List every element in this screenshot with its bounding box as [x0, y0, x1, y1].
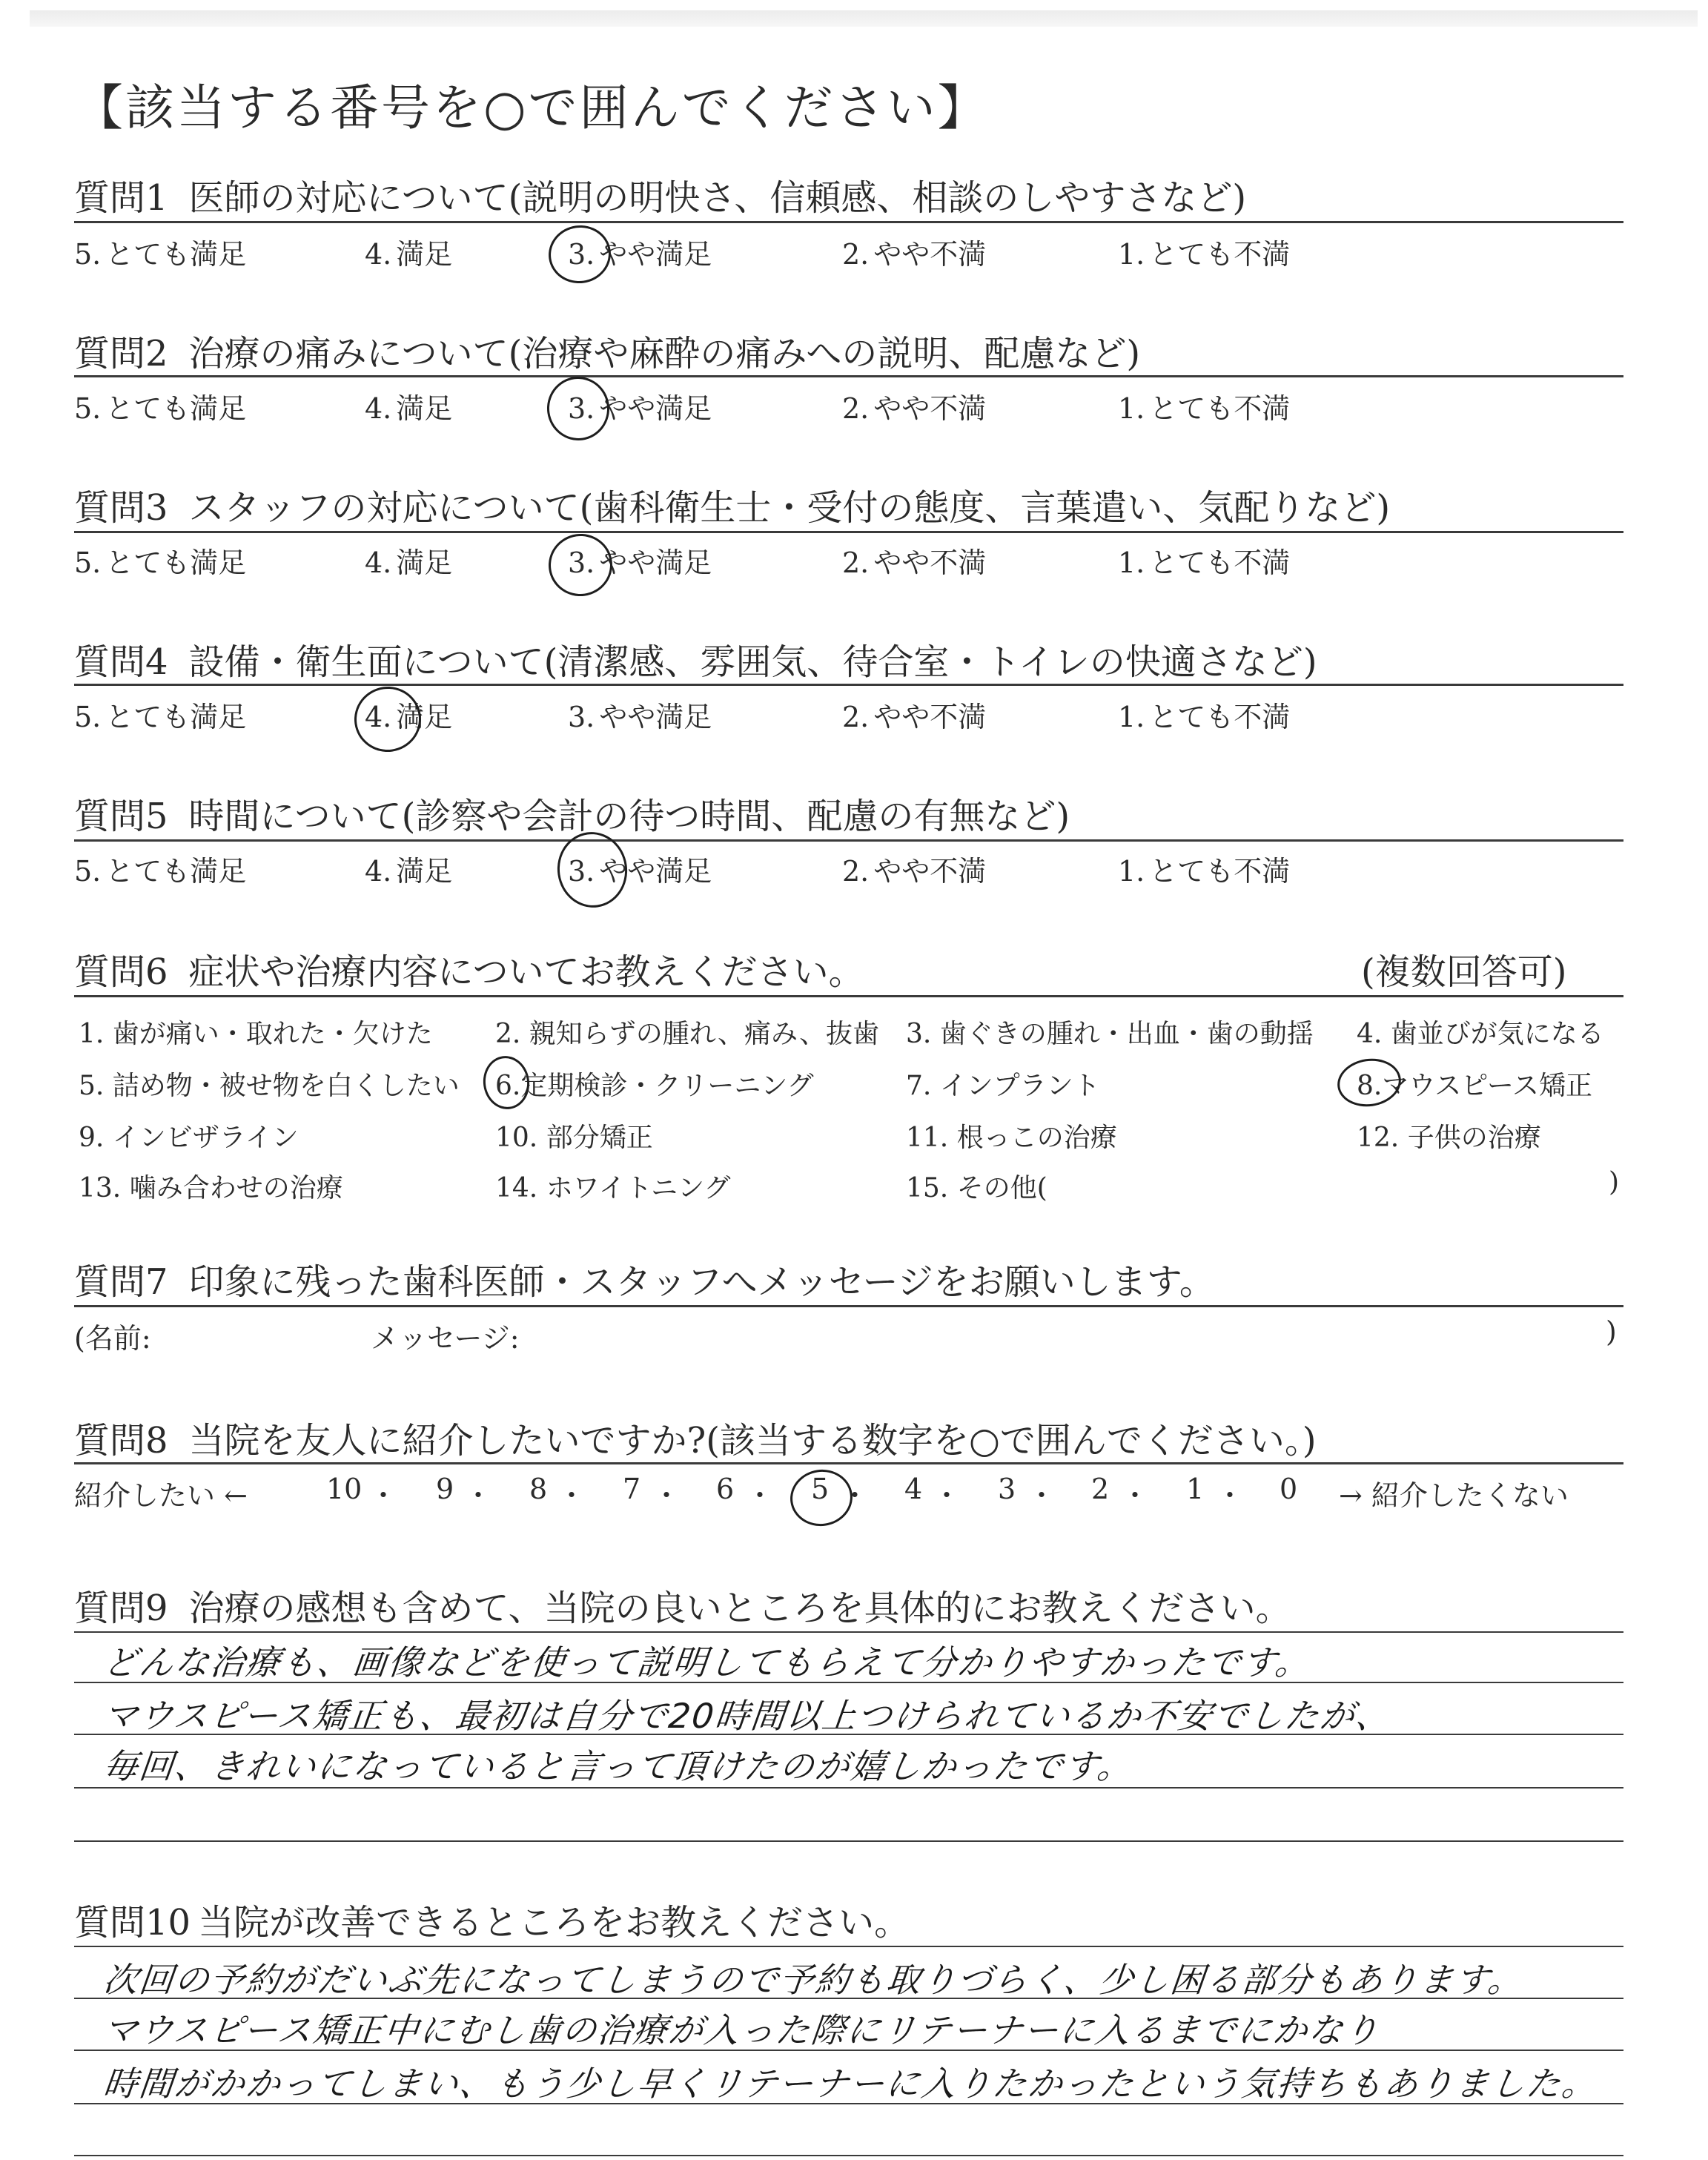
q4-option-1[interactable]: 1. とても不満: [1118, 701, 1291, 733]
question-text: 当院が改善できるところをお教えください。: [198, 1902, 910, 1943]
nps-dot: ・: [933, 1479, 961, 1512]
q4-option-4[interactable]: 4. 満足: [365, 701, 453, 733]
question-number: 質問7: [74, 1261, 168, 1303]
q6-option-6-circle: [480, 1053, 532, 1112]
question-8-rule: [74, 1462, 1623, 1464]
nps-3[interactable]: 3: [998, 1473, 1016, 1505]
q5-option-4[interactable]: 4. 満足: [365, 855, 453, 888]
q7-close: ): [1606, 1315, 1617, 1348]
q5-option-5[interactable]: 5. とても満足: [74, 855, 247, 888]
q1-option-4[interactable]: 4. 満足: [365, 238, 453, 271]
q9-answer-line: [74, 1631, 1623, 1633]
q6-option-9[interactable]: 9. インビザライン: [79, 1123, 299, 1153]
q6-other-close: ): [1609, 1167, 1620, 1198]
q6-option-7[interactable]: 7. インプラント: [906, 1071, 1100, 1101]
nps-dot: ・: [369, 1479, 398, 1512]
nps-9[interactable]: 9: [436, 1473, 454, 1505]
nps-10[interactable]: 10: [326, 1473, 363, 1505]
question-1-title: [74, 169, 1246, 220]
scan-top-edge: [30, 10, 1698, 27]
nps-6[interactable]: 6: [716, 1473, 735, 1505]
q6-option-15[interactable]: 15. その他(: [906, 1173, 1047, 1203]
q6-option-8[interactable]: 8.マウスピース矯正: [1357, 1071, 1593, 1101]
question-10-title: [74, 1894, 910, 1945]
nps-dot: ・: [1121, 1479, 1150, 1512]
nps-left-label: 紹介したい ←: [74, 1479, 248, 1512]
q6-option-5[interactable]: 5. 詰め物・被せ物を白くしたい: [79, 1071, 460, 1101]
question-text: 医師の対応について(説明の明快さ、信頼感、相談のしやすさなど): [188, 177, 1247, 219]
q10-answer-line: [74, 1946, 1623, 1947]
nps-4[interactable]: 4: [904, 1473, 923, 1505]
question-1-rule: [74, 221, 1623, 223]
question-6-title: [74, 943, 864, 994]
question-number: 質問6: [74, 951, 168, 993]
q6-option-2[interactable]: 2. 親知らずの腫れ、痛み、抜歯: [495, 1019, 880, 1049]
q9-handwritten-answer: マウスピース矯正も、最初は自分で20時間以上つけられているか不安でしたが、: [101, 1696, 1394, 1736]
q7-message-label: メッセージ:: [371, 1322, 520, 1355]
question-6-note: (複数回答可): [1361, 951, 1567, 993]
nps-dot: ・: [464, 1479, 493, 1512]
q10-handwritten-answer: 次回の予約がだいぶ先になってしまうので予約も取りづらく、少し困る部分もあります。: [101, 1960, 1526, 2000]
q7-name-label: (名前:: [74, 1322, 151, 1355]
q2-option-2[interactable]: 2. やや不満: [842, 392, 987, 425]
question-text: 治療の感想も含めて、当院の良いところを具体的にお教えください。: [188, 1588, 1291, 1629]
question-5-rule: [74, 839, 1623, 842]
question-text: 症状や治療内容についてお教えください。: [188, 951, 864, 993]
nps-dot: ・: [1027, 1479, 1056, 1512]
nps-dot: ・: [557, 1479, 586, 1512]
nps-7[interactable]: 7: [623, 1473, 641, 1505]
q9-handwritten-answer: 毎回、きれいになっていると言って頂けたのが嬉しかったです。: [101, 1746, 1135, 1786]
q1-option-2[interactable]: 2. やや不満: [842, 238, 987, 271]
q4-option-2[interactable]: 2. やや不満: [842, 701, 987, 733]
q5-option-3[interactable]: 3. やや満足: [568, 855, 712, 888]
question-7-title: [74, 1253, 1215, 1304]
nps-dot: ・: [652, 1479, 681, 1512]
question-5-title: [74, 787, 1070, 839]
question-7-rule: [74, 1305, 1623, 1307]
question-3-title: [74, 479, 1390, 530]
nps-right-label: → 紹介したくない: [1339, 1479, 1569, 1512]
question-4-rule: [74, 684, 1623, 686]
q9-handwritten-answer: どんな治療も、画像などを使って説明してもらえて分かりやすかったです。: [101, 1642, 1313, 1682]
q3-option-2[interactable]: 2. やや不満: [842, 546, 987, 579]
q6-option-6[interactable]: 6.定期検診・クリーニング: [495, 1071, 814, 1101]
question-number: 質問3: [74, 487, 168, 529]
nps-dot: ・: [1216, 1479, 1245, 1512]
question-6-rule: [74, 995, 1623, 997]
nps-dot: ・: [841, 1479, 870, 1512]
q3-option-1[interactable]: 1. とても不満: [1118, 546, 1291, 579]
q6-option-3[interactable]: 3. 歯ぐきの腫れ・出血・歯の動揺: [906, 1019, 1314, 1049]
q6-option-4[interactable]: 4. 歯並びが気になる: [1357, 1019, 1604, 1049]
q6-option-11[interactable]: 11. 根っこの治療: [906, 1123, 1117, 1153]
question-9-title: [74, 1579, 1291, 1631]
question-number: 質問4: [74, 641, 168, 683]
q10-handwritten-answer: マウスピース矯正中にむし歯の治療が入った際にリテーナーに入るまでにかなり: [101, 2010, 1383, 2050]
question-number: 質問5: [74, 796, 168, 837]
question-text: スタッフの対応について(歯科衛生士・受付の態度、言葉遣い、気配りなど): [188, 487, 1391, 529]
q2-option-4[interactable]: 4. 満足: [365, 392, 453, 425]
question-number: 質問10: [74, 1902, 191, 1943]
q2-option-1[interactable]: 1. とても不満: [1118, 392, 1291, 425]
question-8-title: [74, 1412, 1317, 1463]
question-number: 質問2: [74, 333, 168, 374]
question-text: 当院を友人に紹介したいですか?(該当する数字を○で囲んでください。): [188, 1420, 1317, 1462]
question-text: 時間について(診察や会計の待つ時間、配慮の有無など): [188, 796, 1070, 837]
nps-1[interactable]: 1: [1186, 1473, 1205, 1505]
q3-option-3[interactable]: 3. やや満足: [568, 546, 712, 579]
question-number: 質問1: [74, 177, 168, 219]
page-heading: 【該当する番号を○で囲んでください】: [74, 79, 989, 136]
q6-option-12[interactable]: 12. 子供の治療: [1357, 1123, 1541, 1153]
nps-5[interactable]: 5: [811, 1473, 830, 1505]
q6-option-10[interactable]: 10. 部分矯正: [495, 1123, 653, 1153]
q5-option-1[interactable]: 1. とても不満: [1118, 855, 1291, 888]
q6-option-14[interactable]: 14. ホワイトニング: [495, 1173, 731, 1203]
q10-answer-line: [74, 2155, 1623, 2156]
nps-dot: ・: [746, 1479, 775, 1512]
q6-option-13[interactable]: 13. 噛み合わせの治療: [79, 1173, 343, 1203]
question-3-rule: [74, 531, 1623, 533]
question-2-rule: [74, 375, 1623, 377]
q2-selected-circle: [543, 373, 613, 445]
q1-option-1[interactable]: 1. とても不満: [1118, 238, 1291, 271]
question-2-title: [74, 325, 1140, 376]
question-number: 質問8: [74, 1420, 168, 1462]
q3-option-4[interactable]: 4. 満足: [365, 546, 453, 579]
q1-option-5[interactable]: 5. とても満足: [74, 238, 247, 271]
q2-option-3[interactable]: 3. やや満足: [568, 392, 712, 425]
nps-8[interactable]: 8: [529, 1473, 548, 1505]
question-number: 質問9: [74, 1588, 168, 1629]
q9-answer-line: [74, 1840, 1623, 1842]
q6-option-1[interactable]: 1. 歯が痛い・取れた・欠けた: [79, 1019, 433, 1049]
q1-option-3[interactable]: 3. やや満足: [568, 238, 712, 271]
q2-option-5[interactable]: 5. とても満足: [74, 392, 247, 425]
question-text: 印象に残った歯科医師・スタッフへメッセージをお願いします。: [188, 1261, 1215, 1303]
question-text: 設備・衛生面について(清潔感、雰囲気、待合室・トイレの快適さなど): [188, 641, 1317, 683]
q3-option-5[interactable]: 5. とても満足: [74, 546, 247, 579]
question-text: 治療の痛みについて(治療や麻酔の痛みへの説明、配慮など): [188, 333, 1141, 374]
question-4-title: [74, 633, 1317, 684]
q10-handwritten-answer: 時間がかかってしまい、もう少し早くリテーナーに入りたかったという気持ちもありました。: [101, 2064, 1600, 2104]
q5-option-2[interactable]: 2. やや不満: [842, 855, 987, 888]
q4-option-3[interactable]: 3. やや満足: [568, 701, 712, 733]
q4-option-5[interactable]: 5. とても満足: [74, 701, 247, 733]
nps-0[interactable]: 0: [1280, 1473, 1298, 1505]
nps-2[interactable]: 2: [1091, 1473, 1110, 1505]
